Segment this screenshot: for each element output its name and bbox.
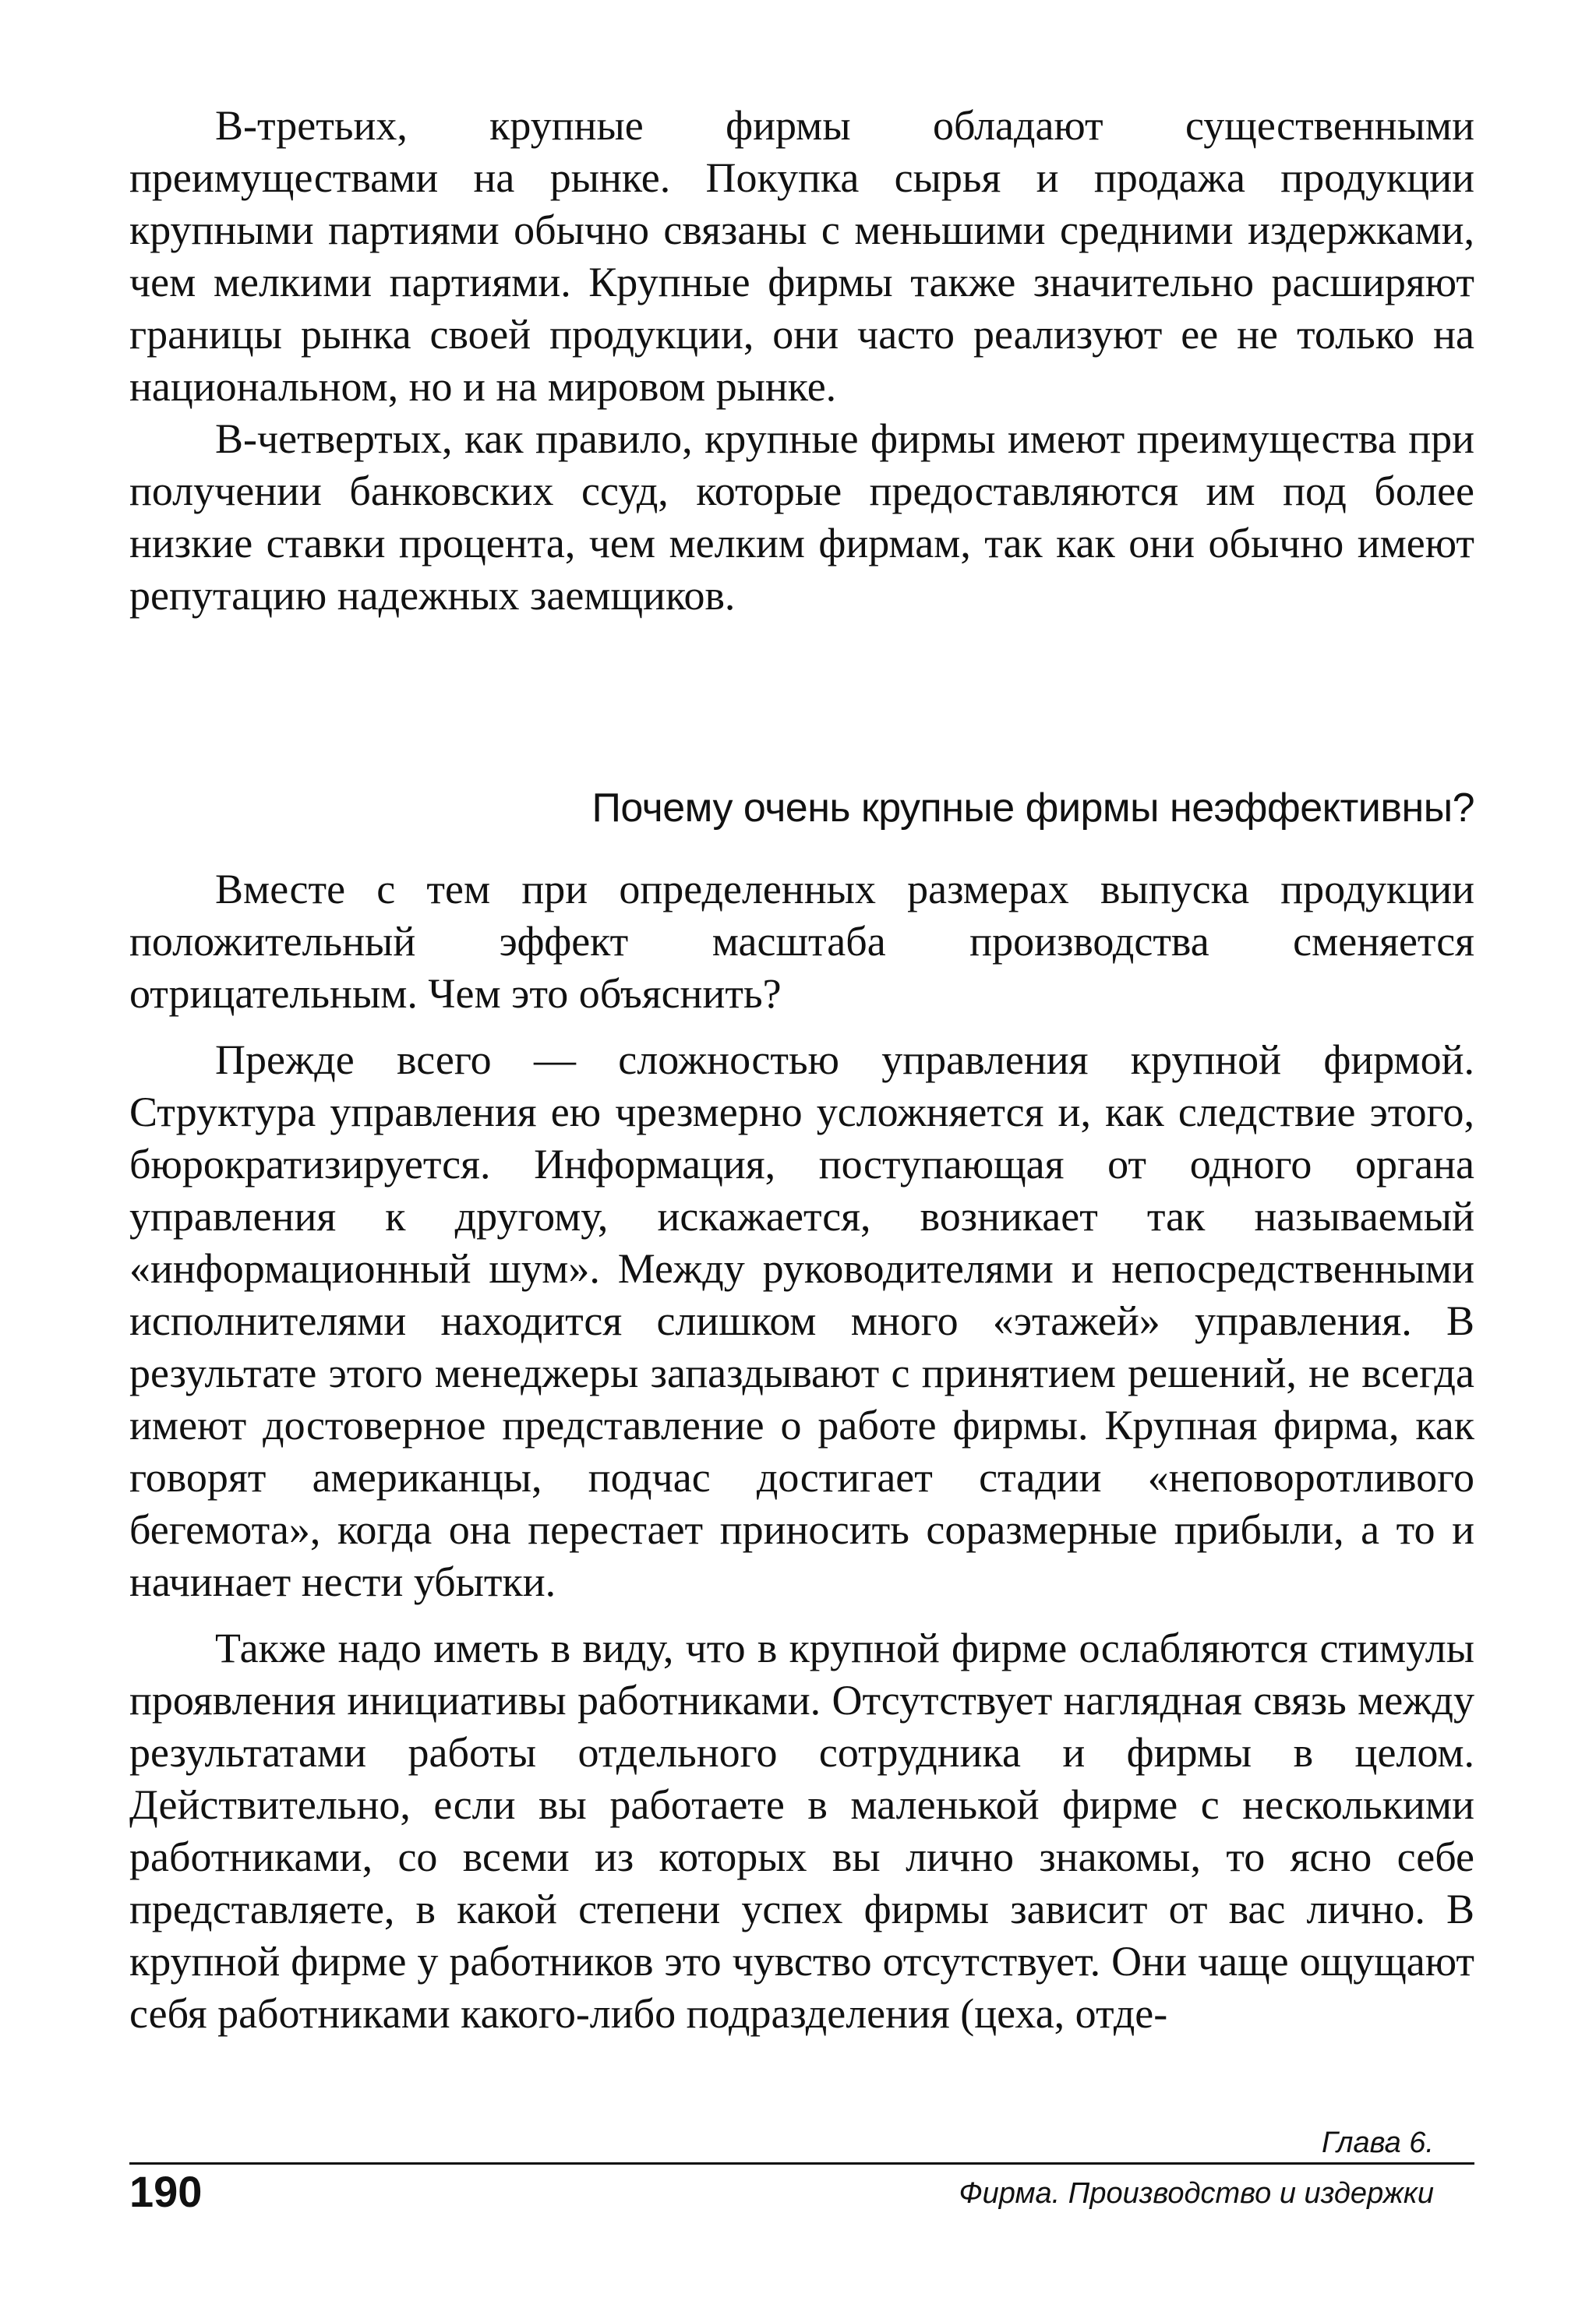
- page-number: 190: [129, 2167, 203, 2216]
- footer-chapter-label: Глава 6.: [1322, 2126, 1434, 2159]
- text-block-top: [129, 100, 1474, 622]
- footer-divider: [129, 2162, 1474, 2165]
- paragraph: Также надо иметь в виду, что в крупной фирме ослабляются стимулы проявления инициативы работниками. Отсутствует наглядная связь между результатами работы отдельного сотрудника и фирмы в целом. Действительно, если вы работаете в маленькой фирме с несколькими работниками, со всеми из которых вы лично знакомы, то ясно себе представляете, в какой степени успех фирмы зависит от вас лично. В крупной фирме у работников это чувство отсутствует. Они чаще ощущают себя работниками какого-либо подразделения (цеха, отде-: [129, 1625, 1474, 2037]
- paragraph: В-четвертых, как правило, крупные фирмы имеют преимущества при получении банковских ссуд, которые предоставляются им под более низкие ставки процента, чем мелким фирмам, так как они обычно имеют репутацию надежных заемщиков.: [129, 415, 1474, 619]
- footer-chapter-title: Фирма. Производство и издержки: [959, 2177, 1434, 2210]
- paragraph: Прежде всего — сложностью управления крупной фирмой. Структура управления ею чрезмерно усложняется и, как следствие этого, бюрократизируется. Информация, поступающая от одного органа управления к другому, искажается, возникает так называемый «информационный шум». Между руководителями и непосредственными исполнителями находится слишком много «этажей» управления. В результате этого менеджеры запаздывают с принятием решений, не всегда имеют достоверное представление о работе фирмы. Крупная фирма, как говорят американцы, подчас достигает стадии «неповоротливого бегемота», когда она перестает приносить соразмерные прибыли, а то и начинает нести убытки.: [129, 1036, 1474, 1605]
- text-block-bottom: [129, 863, 1474, 2040]
- paragraph: В-третьих, крупные фирмы обладают существенными преимуществами на рынке. Покупка сырья и продажа продукции крупными партиями обычно связаны с меньшими средними издержками, чем мелкими партиями. Крупные фирмы также значительно расширяют границы рынка своей продукции, они часто реализуют ее не только на национальном, но и на мировом рынке.: [129, 102, 1474, 410]
- paragraph: Вместе с тем при определенных размерах выпуска продукции положительный эффект масштаба производства сменяется отрицательным. Чем это объяснить?: [129, 866, 1474, 1017]
- section-heading: Почему очень крупные фирмы неэффективны?: [591, 785, 1474, 831]
